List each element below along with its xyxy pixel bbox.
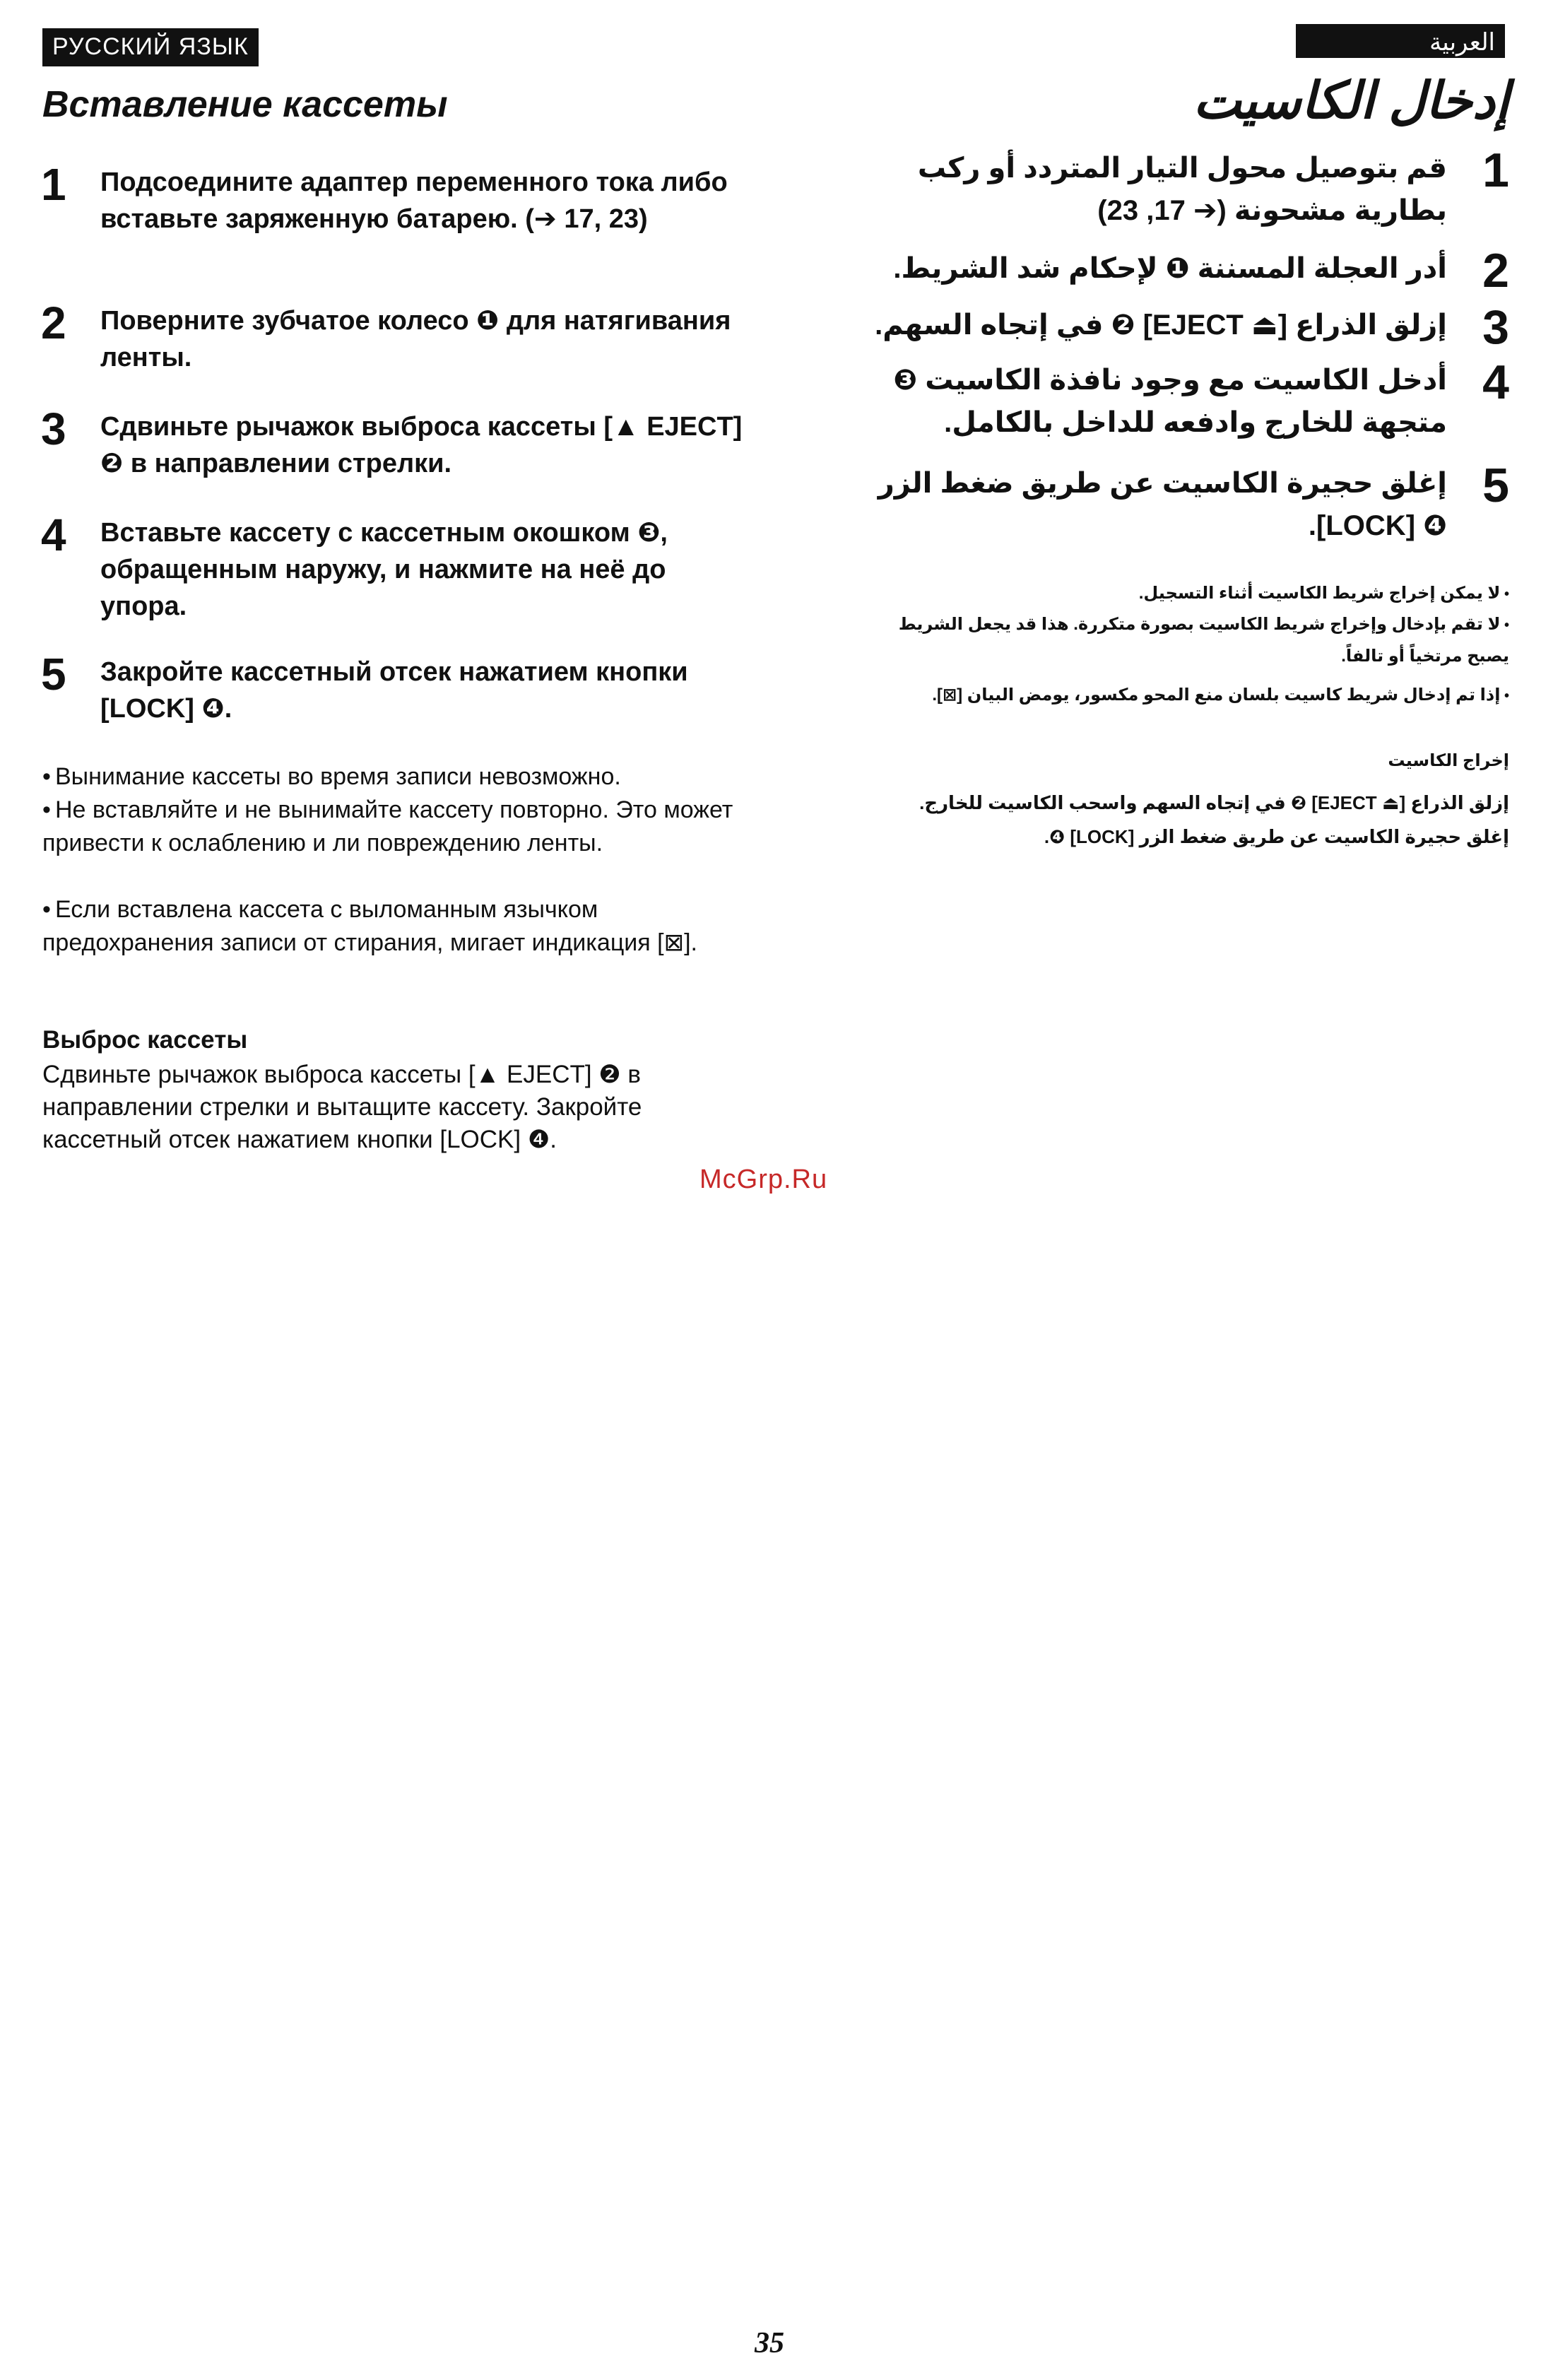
arabic-step-3 [838, 300, 1509, 354]
arabic-eject-line-2: إغلق حجيرة الكاسيت عن طريق ضغط الزر [LOCK] ❹. [1044, 826, 1509, 847]
watermark: McGrp.Ru [699, 1165, 828, 1194]
bullet-icon: • [42, 796, 51, 823]
arabic-note: • لا تقم بإدخال وإخراج شريط الكاسيت بصورة متكررة. هذا قد يجعل الشريط يصبح مرتخياً أو تالفاً. [898, 615, 1509, 666]
step-text: Сдвиньте рычажок выброса кассеты [▲ EJECT] ❷ в направлении стрелки. [100, 412, 743, 478]
step-text: أدر العجلة المسننة ❶ لإحكام شد الشريط. [893, 253, 1447, 284]
russian-eject-text: Сдвиньте рычажок выброса кассеты [▲ EJECT] ❷ в направлении стрелки и вытащите кассету. Закройте кассетный отсек нажатием кнопки [LOCK] ❹. [42, 1061, 642, 1153]
step-text: أدخل الكاسيت مع وجود نافذة الكاسيت ❸ متجهة للخارج وادفعه للداخل بالكامل. [893, 365, 1447, 438]
step-number: 5 [1482, 459, 1509, 512]
step-number: 2 [41, 298, 66, 348]
russian-note: • Вынимание кассеты во время записи невозможно. [42, 760, 749, 794]
arabic-step-1 [838, 143, 1509, 239]
arabic-step-2 [838, 244, 1509, 298]
russian-section-title: Вставление кассеты [42, 84, 448, 125]
arabic-eject-text [887, 786, 1509, 854]
bullet-icon: • [1500, 688, 1509, 704]
russian-note: • Если вставлена кассета с выломанным язычком предохранения записи от стирания, мигает индикация [⊠]. [42, 893, 749, 960]
russian-step-3 [35, 403, 743, 486]
bullet-icon: • [42, 763, 51, 790]
arabic-step-4 [838, 355, 1509, 451]
step-text: Вставьте кассету с кассетным окошком ❸, обращенным наружу, и нажмите на неё до упора. [100, 518, 668, 621]
arabic-note: • إذا تم إدخال شريط كاسيت بلسان منع المحو مكسور، يومض البيان [⊠]. [932, 685, 1509, 705]
step-number: 4 [41, 509, 66, 560]
russian-language-tab: РУССКИЙ ЯЗЫК [42, 28, 259, 66]
arabic-eject-heading: إخراج الكاسيت [1388, 751, 1509, 770]
arabic-section-title: إدخال الكاسيت [1193, 73, 1509, 129]
step-text: إزلق الذراع [⏏ EJECT] ❷ في إتجاه السهم. [875, 310, 1447, 341]
step-number: 4 [1482, 355, 1509, 409]
bullet-icon: • [1500, 618, 1509, 633]
step-number: 2 [1482, 244, 1509, 298]
step-text: Закройте кассетный отсек нажатием кнопки [LOCK] ❹. [100, 657, 688, 724]
russian-step-4 [35, 509, 742, 628]
step-text: قم بتوصيل محول التيار المتردد أو ركب بطارية مشحونة (➔ 17, 23) [917, 153, 1447, 226]
arabic-note: • لا يمكن إخراج شريط الكاسيت أثناء التسجيل. [1138, 584, 1509, 603]
step-number: 1 [1482, 143, 1509, 197]
bullet-icon: • [42, 896, 51, 923]
step-number: 5 [41, 649, 66, 700]
russian-step-2 [35, 298, 742, 380]
russian-step-5 [35, 649, 742, 731]
step-number: 3 [1482, 300, 1509, 354]
step-number: 3 [41, 403, 66, 454]
russian-eject-heading: Выброс кассеты [42, 1026, 248, 1054]
arabic-eject-line-1: إزلق الذراع [⏏ EJECT] ❷ في إتجاه السهم واسحب الكاسيت للخارج. [919, 792, 1509, 813]
step-text: Поверните зубчатое колесо ❶ для натягивания ленты. [100, 306, 731, 372]
step-text: Подсоедините адаптер переменного тока либо вставьте заряженную батарею. (➔ 17, 23) [100, 167, 728, 234]
russian-note: • Не вставляйте и не вынимайте кассету повторно. Это может привести к ослаблению и ли повреждению ленты. [42, 794, 749, 860]
step-text: إغلق حجيرة الكاسيت عن طريق ضغط الزر ❹ [LOCK]. [878, 468, 1447, 541]
step-number: 1 [41, 159, 66, 210]
arabic-step-5 [838, 459, 1509, 554]
russian-step-1 [35, 159, 742, 277]
page-number: 35 [755, 2327, 784, 2360]
arabic-language-tab: العربية [1296, 24, 1505, 58]
bullet-icon: • [1500, 587, 1509, 602]
